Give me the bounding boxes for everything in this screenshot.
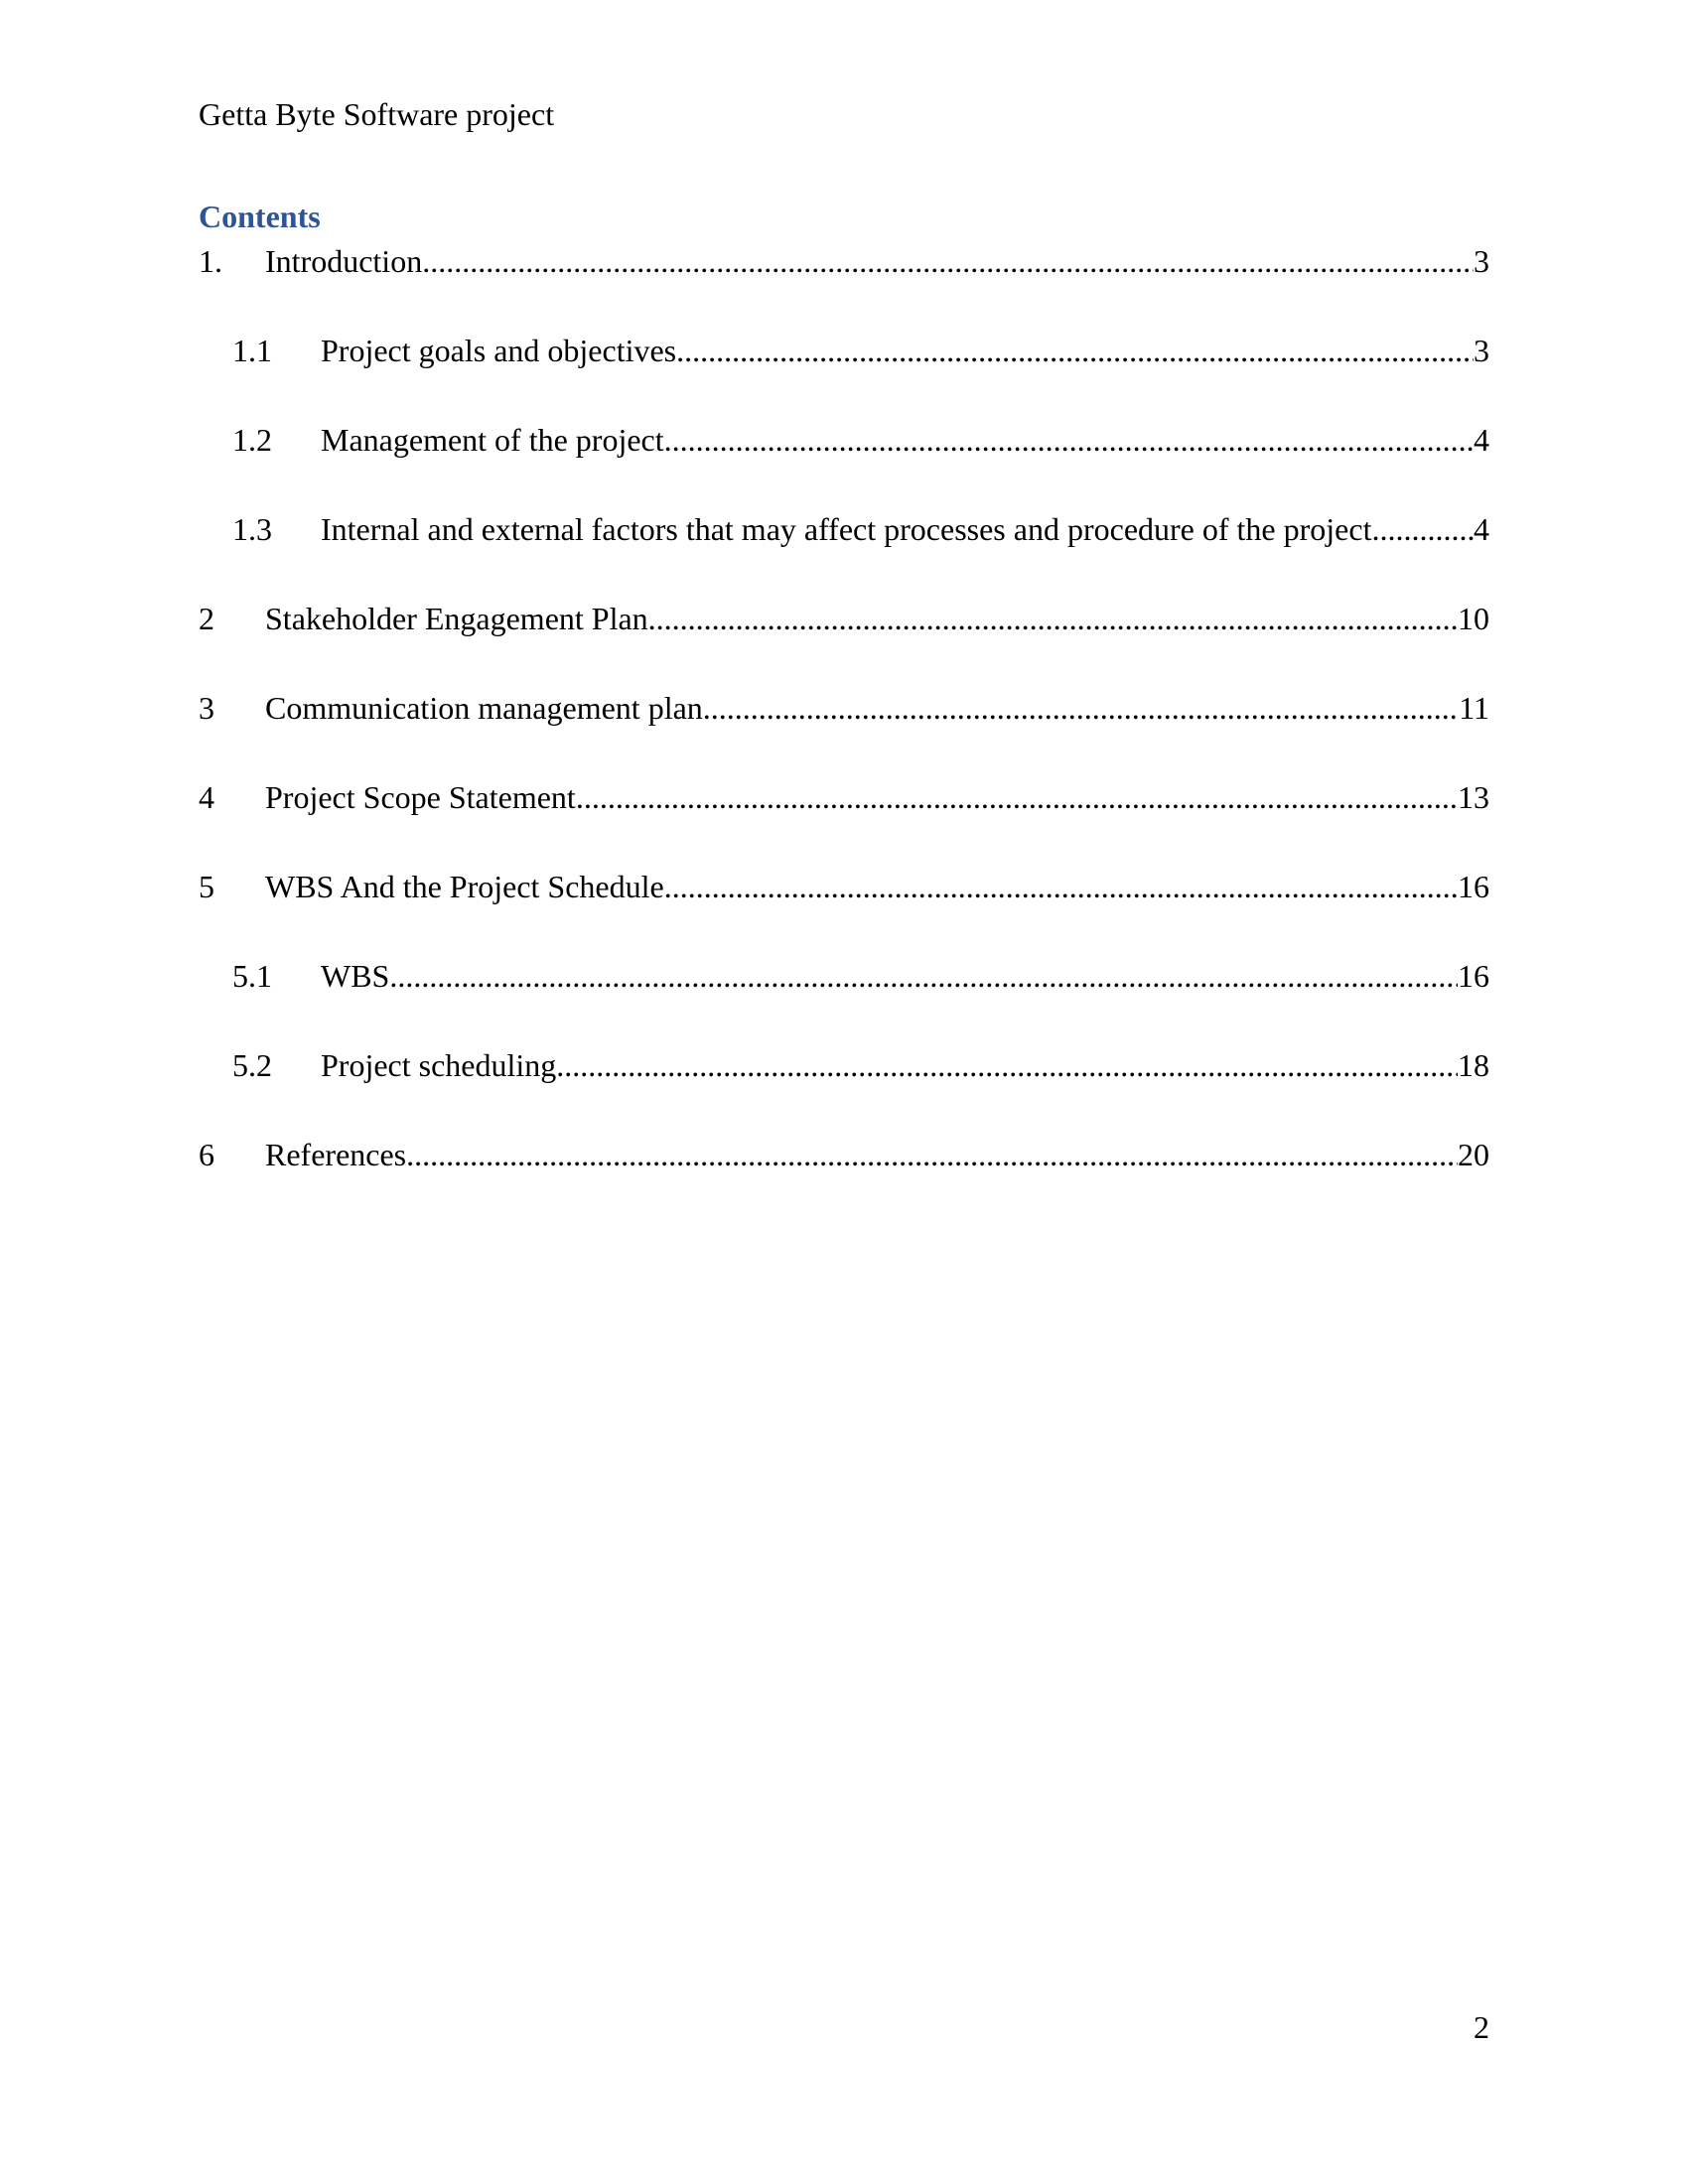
toc-entry-stakeholder-plan[interactable]	[199, 599, 1489, 638]
dot-leader	[576, 777, 1458, 817]
dot-leader	[664, 867, 1458, 906]
toc-entry-page: 20	[1458, 1137, 1489, 1172]
toc-entry-title: WBS	[321, 958, 390, 994]
toc-entry-page: 16	[1458, 958, 1489, 994]
toc-entry-title: Introduction	[265, 243, 423, 279]
toc-entry-page: 10	[1458, 601, 1489, 636]
page-number: 2	[1474, 2009, 1489, 2045]
toc-entry-title: Internal and external factors that may affect processes and procedure of the project	[321, 511, 1372, 547]
toc-entry-number: 5.1	[232, 958, 272, 994]
toc-entry-project-goals[interactable]	[232, 331, 1489, 370]
toc-entry-number: 1.1	[232, 333, 272, 368]
dot-leader	[556, 1045, 1458, 1085]
dot-leader	[703, 688, 1459, 728]
toc-entry-internal-external-factors[interactable]	[232, 509, 1489, 549]
running-header: Getta Byte Software project	[199, 96, 555, 132]
toc-entry-wbs-schedule[interactable]	[199, 867, 1489, 906]
toc-entry-number: 6	[199, 1137, 214, 1172]
dot-leader	[389, 956, 1458, 996]
toc-entry-title: WBS And the Project Schedule	[265, 869, 664, 904]
toc-entry-references[interactable]	[199, 1135, 1489, 1174]
toc-entry-page: 11	[1459, 690, 1489, 726]
toc-entry-scope-statement[interactable]	[199, 777, 1489, 817]
toc-entry-page: 18	[1458, 1047, 1489, 1083]
dot-leader	[664, 420, 1474, 460]
toc-entry-page: 3	[1474, 333, 1489, 368]
toc-entry-number: 1.	[199, 243, 222, 279]
toc-entry-communication-plan[interactable]	[199, 688, 1489, 728]
toc-entry-number: 2	[199, 601, 214, 636]
toc-entry-page: 4	[1474, 511, 1489, 547]
toc-entry-number: 5	[199, 869, 214, 904]
toc-entry-title: Project scheduling	[321, 1047, 557, 1083]
toc-entry-page: 3	[1474, 243, 1489, 279]
toc-entry-number: 4	[199, 779, 214, 815]
toc-entry-introduction[interactable]	[199, 241, 1489, 281]
toc-entry-title: Project goals and objectives	[321, 333, 677, 368]
dot-leader	[648, 599, 1458, 638]
dot-leader	[406, 1135, 1458, 1174]
dot-leader	[676, 331, 1474, 370]
toc-entry-title: Communication management plan	[265, 690, 703, 726]
toc-entry-management[interactable]	[232, 420, 1489, 460]
toc-entry-title: Management of the project	[321, 422, 664, 458]
toc-entry-title: Stakeholder Engagement Plan	[265, 601, 648, 636]
toc-entry-wbs[interactable]	[232, 956, 1489, 996]
toc-entry-page: 4	[1474, 422, 1489, 458]
toc-entry-project-scheduling[interactable]	[232, 1045, 1489, 1085]
dot-leader	[1371, 509, 1474, 549]
toc-entry-page: 13	[1458, 779, 1489, 815]
toc-entry-number: 1.3	[232, 511, 272, 547]
toc-entry-page: 16	[1458, 869, 1489, 904]
toc-entry-number: 3	[199, 690, 214, 726]
dot-leader	[422, 241, 1474, 281]
toc-entry-number: 1.2	[232, 422, 272, 458]
toc-entry-number: 5.2	[232, 1047, 272, 1083]
toc-entry-title: References	[265, 1137, 407, 1172]
toc-entry-title: Project Scope Statement	[265, 779, 576, 815]
toc-heading: Contents	[199, 199, 321, 234]
